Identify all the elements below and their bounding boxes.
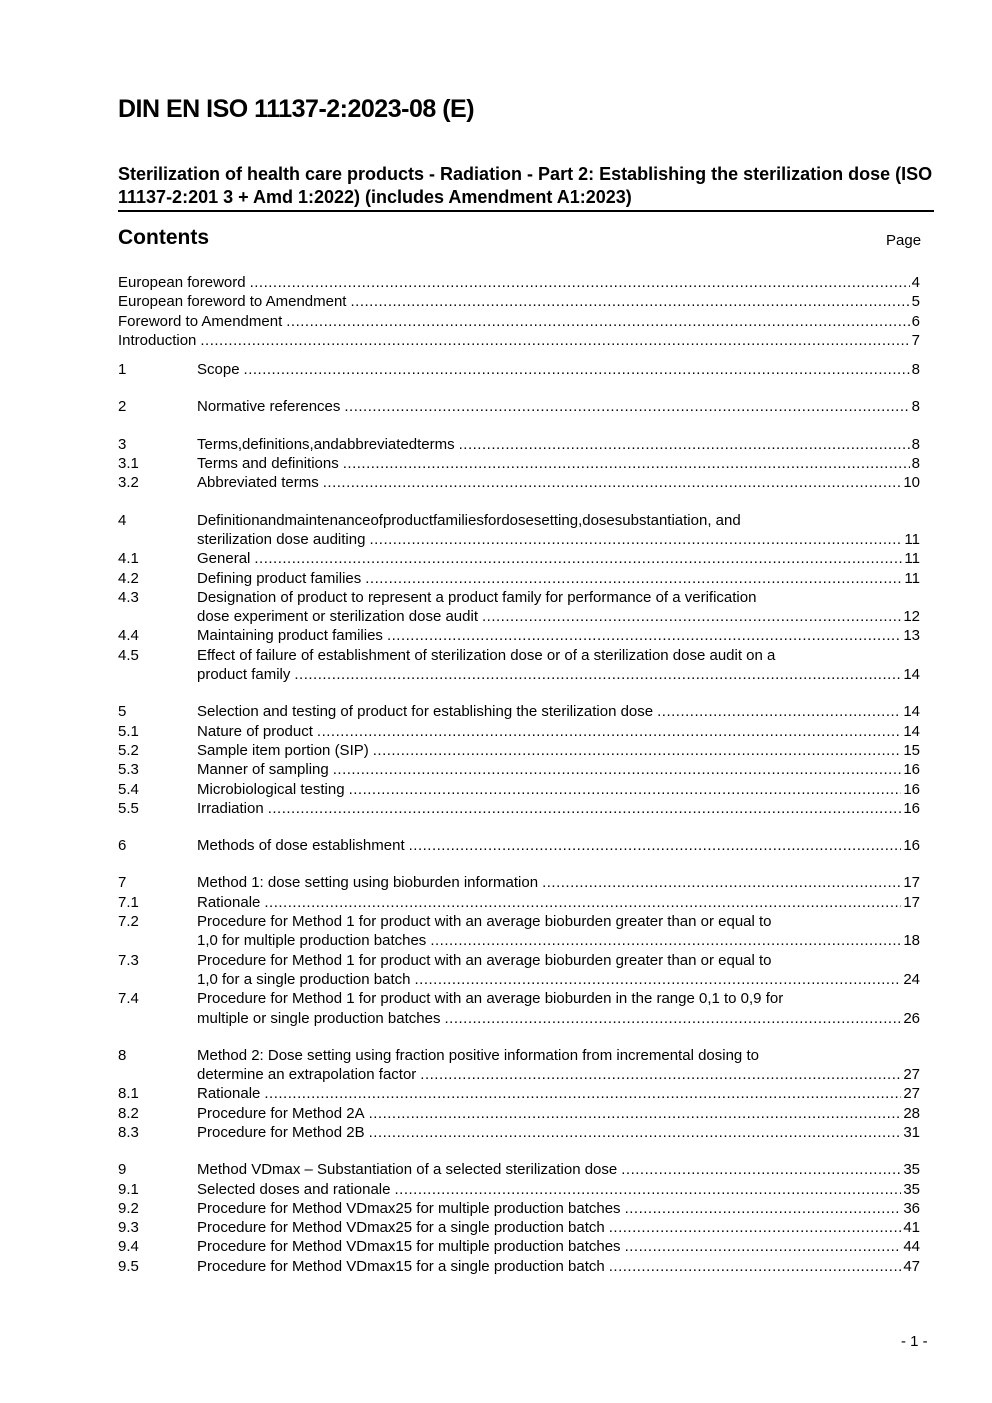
dot-leader [244,360,910,379]
toc-entry-page: 41 [903,1219,920,1237]
toc-entry[interactable] [118,569,920,588]
toc-line [197,1218,920,1237]
toc-entry-page: 11 [904,530,920,548]
dot-leader [250,273,910,292]
toc-entry-page: 11 [904,569,920,587]
toc-entry-title: product family [197,666,291,684]
dot-leader [625,1199,902,1218]
toc-entry-number: 5.3 [118,761,139,779]
toc-entry-title: Procedure for Method 1 for product with an average bioburden in the range 0,1 to 0,9 for [197,990,784,1008]
toc-entry-number: 4.4 [118,627,139,645]
dot-leader [387,626,901,645]
toc-section-group [118,511,920,685]
toc-entry-number: 9.5 [118,1257,139,1275]
dot-leader [333,760,902,779]
toc-entry-title: 1,0 for a single production batch [197,970,411,988]
toc-entry[interactable] [118,665,920,684]
toc-entry-page: 18 [903,932,920,950]
toc-entry-page: 16 [903,837,920,855]
toc-entry[interactable] [118,912,920,931]
toc-entry-number: 3.1 [118,455,139,473]
toc-entry-number: 9.1 [118,1180,139,1198]
toc-entry[interactable] [118,989,920,1008]
toc-line [197,799,920,818]
toc-line [197,702,920,721]
toc-line [118,273,920,292]
toc-entry[interactable] [118,780,920,799]
toc-entry-title: Procedure for Method VDmax15 for a single production batch [197,1257,605,1275]
toc-entry-number: 4.3 [118,588,139,606]
toc-entry[interactable] [118,799,920,818]
toc-entry[interactable] [118,454,920,473]
dot-leader [609,1257,902,1276]
dot-leader [444,1009,901,1028]
toc-entry[interactable] [118,1160,920,1179]
toc-entry-number: 5.5 [118,799,139,817]
toc-line [197,1084,920,1103]
toc-entry-page: 24 [903,970,920,988]
table-of-contents [118,273,920,1294]
toc-entry-number [118,607,197,626]
toc-line [118,331,920,350]
dot-leader [343,454,910,473]
toc-entry[interactable] [118,1123,920,1142]
toc-line [197,569,920,588]
toc-entry-page: 17 [903,874,920,892]
toc-line [197,873,920,892]
toc-entry-page: 8 [911,361,920,379]
page-number: - 1 - [901,1333,928,1350]
toc-line [197,511,920,530]
dot-leader [459,435,910,454]
dot-leader [254,549,902,568]
toc-entry-page: 13 [903,627,920,645]
dot-leader [350,292,909,311]
toc-entry-page: 26 [903,1009,920,1027]
toc-entry-title: European foreword to Amendment [118,293,347,311]
dot-leader [542,873,901,892]
toc-entry-title: Effect of failure of establishment of sterilization dose or of a sterilization dose audit on a [197,646,776,664]
toc-line [197,607,920,626]
toc-entry[interactable] [118,626,920,645]
toc-entry-title: Irradiation [197,799,264,817]
toc-entry-number: 5.2 [118,741,139,759]
toc-entry[interactable] [118,1257,920,1276]
dot-leader [369,1123,902,1142]
dot-leader [369,530,902,549]
toc-entry-number: 4.5 [118,646,139,664]
dot-leader [369,1104,902,1123]
document-title: DIN EN ISO 11137-2:2023-08 (E) [118,95,475,123]
toc-section-group [118,397,920,416]
toc-entry[interactable] [118,511,920,530]
toc-entry-number: 3.2 [118,474,139,492]
toc-entry-title: Procedure for Method 1 for product with an average bioburden greater than or equal to [197,951,772,969]
toc-entry-page: 4 [911,274,920,291]
toc-entry-number: 8.3 [118,1123,139,1141]
toc-entry-title: Procedure for Method VDmax25 for a single production batch [197,1219,605,1237]
toc-line [118,292,920,311]
toc-entry-page: 14 [903,703,920,721]
toc-entry-page: 44 [903,1238,920,1256]
toc-entry-number: 5.1 [118,722,139,740]
toc-entry-number: 1 [118,361,127,379]
toc-entry-title: dose experiment or sterilization dose audit [197,608,478,626]
toc-entry-number: 4.1 [118,550,139,568]
toc-entry[interactable] [118,970,920,989]
toc-line [197,435,920,454]
toc-entry-number: 9.2 [118,1199,139,1217]
dot-leader [264,1084,901,1103]
toc-entry-number: 4.2 [118,569,139,587]
toc-entry-page: 16 [903,761,920,779]
toc-line [118,312,920,331]
toc-entry-page: 47 [903,1257,920,1275]
toc-line [197,1046,920,1065]
toc-line [197,588,920,607]
toc-entry[interactable] [118,1046,920,1065]
title-divider [118,210,934,212]
dot-leader [349,780,902,799]
toc-entry-title: Sample item portion (SIP) [197,741,369,759]
toc-entry-title: multiple or single production batches [197,1009,441,1027]
dot-leader [409,836,902,855]
toc-entry[interactable] [118,435,920,454]
toc-entry-page: 11 [904,550,920,568]
dot-leader [323,473,902,492]
toc-entry-page: 6 [911,312,920,330]
toc-line [197,549,920,568]
toc-entry-number: 7 [118,874,127,892]
toc-line [197,1123,920,1142]
toc-entry-title: Abbreviated terms [197,474,319,492]
toc-entry[interactable] [118,702,920,721]
toc-entry[interactable] [118,893,920,912]
toc-entry-number: 8.2 [118,1104,139,1122]
toc-line [197,970,920,989]
toc-entry[interactable] [118,741,920,760]
toc-line [197,1237,920,1256]
toc-line [197,530,920,549]
toc-line [197,1199,920,1218]
toc-entry-title: Selected doses and rationale [197,1180,391,1198]
toc-entry-page: 7 [911,331,920,349]
toc-entry-title: Definitionandmaintenanceofproductfamiliesfordosesetting,dosesubstantiation, and [197,511,741,529]
toc-entry-number [118,665,197,684]
toc-entry[interactable] [118,360,920,379]
toc-line [197,951,920,970]
toc-line [197,646,920,665]
toc-section-group [118,873,920,1027]
spacer [118,350,920,360]
toc-entry-title: Method 2: Dose setting using fraction positive information from incremental dosing to [197,1046,759,1064]
dot-leader [609,1218,902,1237]
dot-leader [657,702,901,721]
dot-leader [625,1237,902,1256]
toc-entry-title: Procedure for Method VDmax25 for multiple production batches [197,1199,621,1217]
toc-entry[interactable] [118,951,920,970]
toc-entry-page: 8 [911,398,920,416]
toc-entry-title: Procedure for Method VDmax15 for multiple production batches [197,1238,621,1256]
toc-entry-number: 5.4 [118,780,139,798]
toc-entry-number: 7.3 [118,951,139,969]
toc-entry-number: 7.1 [118,893,139,911]
toc-entry-page: 12 [903,608,920,626]
dot-leader [482,607,901,626]
toc-line [197,780,920,799]
dot-leader [414,970,901,989]
toc-entry-title: Method VDmax – Substantiation of a selected sterilization dose [197,1161,618,1179]
toc-entry-page: 16 [903,780,920,798]
toc-entry-page: 35 [903,1161,920,1179]
toc-entry[interactable] [118,292,920,311]
toc-entry-page: 5 [911,293,920,311]
toc-entry-page: 27 [903,1085,920,1103]
toc-entry-page: 8 [911,455,920,473]
toc-entry-title: European foreword [118,274,246,291]
toc-entry-number: 2 [118,398,127,416]
toc-entry[interactable] [118,873,920,892]
toc-entry-title: Terms and definitions [197,455,339,473]
toc-entry-number: 3 [118,435,127,453]
toc-entry[interactable] [118,397,920,416]
toc-line [197,397,920,416]
toc-entry-title: 1,0 for multiple production batches [197,932,427,950]
toc-entry[interactable] [118,1104,920,1123]
toc-entry-page: 17 [903,893,920,911]
dot-leader [268,799,902,818]
toc-entry-page: 10 [903,474,920,492]
toc-line [197,454,920,473]
toc-entry-number [118,1065,197,1084]
dot-leader [365,569,902,588]
toc-entry-page: 15 [903,741,920,759]
dot-leader [420,1065,901,1084]
toc-entry-title: Introduction [118,331,197,349]
toc-entry-number: 5 [118,703,127,721]
toc-entry-page: 36 [903,1199,920,1217]
toc-section-group [118,1160,920,1276]
toc-entry[interactable] [118,1218,920,1237]
toc-entry-number: 4 [118,511,127,529]
toc-entry[interactable] [118,588,920,607]
toc-entry[interactable] [118,1065,920,1084]
toc-entry[interactable] [118,760,920,779]
toc-entry-title: determine an extrapolation factor [197,1066,417,1084]
toc-entry-title: Normative references [197,398,341,416]
toc-entry[interactable] [118,473,920,492]
toc-entry[interactable] [118,646,920,665]
document-subtitle: Sterilization of health care products - Radiation - Part 2: Establishing the sterilization dose (ISO 11137-2:201 3 + Amd 1:2022) (includes Amendment A1:2023) [118,164,933,207]
dot-leader [200,331,909,350]
toc-entry-title: Maintaining product families [197,627,383,645]
toc-line [197,836,920,855]
toc-section-group [118,435,920,493]
dot-leader [344,397,909,416]
toc-line [197,1009,920,1028]
toc-line [197,741,920,760]
toc-line [197,626,920,645]
toc-entry[interactable] [118,1237,920,1256]
toc-entry-number: 7.4 [118,990,139,1008]
toc-entry-title: Methods of dose establishment [197,837,405,855]
toc-entry-page: 28 [903,1104,920,1122]
toc-entry-page: 16 [903,799,920,817]
toc-line [197,1257,920,1276]
dot-leader [286,312,909,331]
toc-entry[interactable] [118,931,920,950]
contents-heading: Contents [118,226,209,249]
toc-entry-title: Foreword to Amendment [118,312,283,330]
toc-entry-title: Rationale [197,1085,261,1103]
toc-entry-number: 7.2 [118,913,139,931]
dot-leader [373,741,902,760]
toc-section-group [118,1046,920,1142]
dot-leader [621,1160,901,1179]
toc-entry-title: sterilization dose auditing [197,530,366,548]
toc-line [197,1104,920,1123]
dot-leader [317,722,901,741]
toc-line [197,893,920,912]
toc-entry[interactable] [118,530,920,549]
toc-entry-page: 14 [903,666,920,684]
dot-leader [430,931,901,950]
toc-entry-number: 9 [118,1161,127,1179]
toc-entry-title: Procedure for Method 2A [197,1104,365,1122]
toc-entry-number: 8 [118,1046,127,1064]
page-column-label: Page [886,232,922,249]
toc-entry-number [118,530,197,549]
toc-entry-number: 6 [118,837,127,855]
toc-entry[interactable] [118,312,920,331]
toc-entry[interactable] [118,1009,920,1028]
toc-entry[interactable] [118,549,920,568]
dot-leader [294,665,901,684]
toc-line [197,665,920,684]
toc-entry-title: Designation of product to represent a product family for performance of a verification [197,588,757,606]
toc-section-group [118,836,920,855]
toc-entry-title: Scope [197,361,240,379]
toc-line [197,760,920,779]
toc-entry-title: Method 1: dose setting using bioburden information [197,874,539,892]
toc-entry-number [118,931,197,950]
toc-entry[interactable] [118,836,920,855]
toc-line [197,1065,920,1084]
toc-entry[interactable] [118,1199,920,1218]
toc-entry-page: 31 [903,1123,920,1141]
toc-entry-title: Manner of sampling [197,761,329,779]
toc-line [197,1160,920,1179]
toc-entry-title: Microbiological testing [197,780,345,798]
toc-section-group [118,702,920,818]
toc-entry-page: 8 [911,435,920,453]
toc-entry[interactable] [118,722,920,741]
toc-line [197,912,920,931]
toc-entry-title: Terms,definitions,andabbreviatedterms [197,435,455,453]
toc-entry-title: Nature of product [197,722,313,740]
toc-entry-number: 8.1 [118,1085,139,1103]
toc-entry-number: 9.4 [118,1238,139,1256]
toc-line [197,722,920,741]
toc-entry-page: 14 [903,722,920,740]
toc-entry[interactable] [118,331,920,350]
toc-line [197,1180,920,1199]
toc-entry[interactable] [118,1084,920,1103]
toc-entry-title: Procedure for Method 2B [197,1123,365,1141]
toc-entry[interactable] [118,1180,920,1199]
toc-entry-title: Rationale [197,893,261,911]
toc-line [197,360,920,379]
toc-entry-number: 9.3 [118,1219,139,1237]
dot-leader [394,1180,901,1199]
toc-entry-title: Defining product families [197,569,362,587]
toc-entry[interactable] [118,607,920,626]
toc-line [197,989,920,1008]
toc-entry[interactable] [118,273,920,292]
toc-entry-number [118,970,197,989]
toc-entry-page: 27 [903,1066,920,1084]
toc-entry-title: Selection and testing of product for establishing the sterilization dose [197,703,654,721]
toc-line [197,473,920,492]
toc-line [197,931,920,950]
toc-entry-page: 35 [903,1180,920,1198]
toc-entry-title: General [197,550,251,568]
dot-leader [264,893,901,912]
toc-entry-title: Procedure for Method 1 for product with an average bioburden greater than or equal to [197,913,772,931]
toc-entry-number [118,1009,197,1028]
toc-section-group [118,360,920,379]
